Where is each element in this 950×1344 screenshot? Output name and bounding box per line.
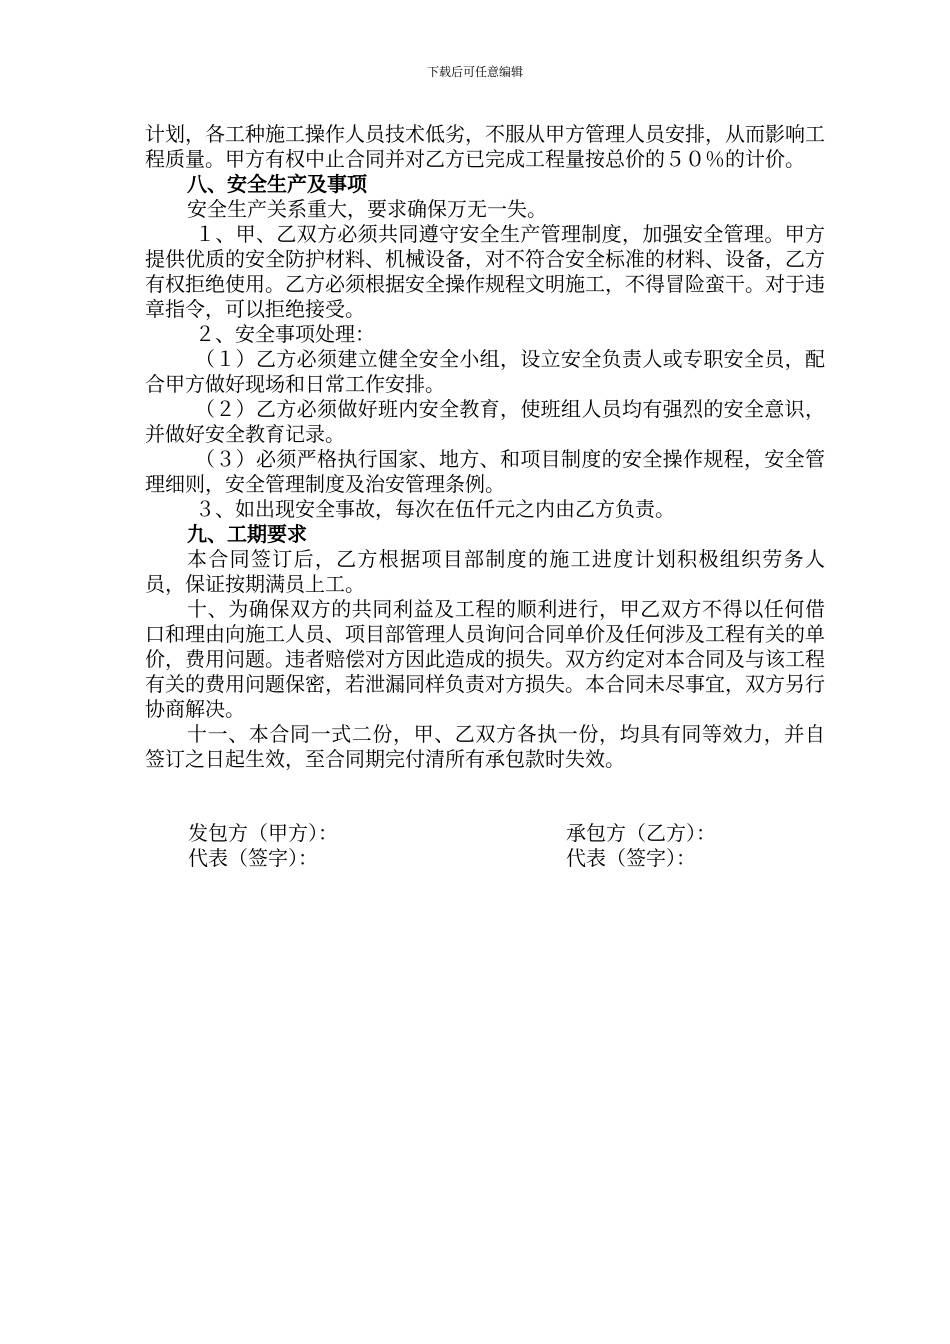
section-heading-safety: 八、安全生产及事项 [187, 172, 367, 196]
paragraph-safety-item-2: ２、安全事项处理： [195, 322, 375, 346]
paragraph-safety-item-1: １、甲、乙双方必须共同遵守安全生产管理制度，加强安全管理。甲方提供优质的安全防护材料、机械设备，对不符合安全标准的材料、设备，乙方有权拒绝使用。乙方必须根据安全操作规程文明施工，不得冒险蛮干。对于违章指令，可以拒绝接受。 [145, 222, 825, 321]
signature-block [188, 821, 748, 871]
signature-row-parties [188, 821, 748, 846]
page-header-note: 下载后可任意编辑 [426, 65, 523, 79]
rep-b-label: 代表（签字）： [566, 846, 696, 870]
paragraph-confidentiality: 十、为确保双方的共同利益及工程的顺利进行，甲乙双方不得以任何借口和理由向施工人员、项目部管理人员询问合同单价及任何涉及工程有关的单价，费用问题。违者赔偿对方因此造成的损失。双方约定对本合同及与该工程有关的费用问题保密，若泄漏同样负责对方损失。本合同未尽事宜，双方另行协商解决。 [145, 597, 825, 721]
contract-body [145, 122, 825, 772]
party-b-label: 承包方（乙方）： [566, 821, 716, 845]
signature-row-representatives [188, 846, 748, 871]
paragraph-copies: 十一、本合同一式二份，甲、乙双方各执一份，均具有同等效力，并自签订之日起生效，至合同期完付清所有承包款时失效。 [145, 722, 825, 771]
party-a-label: 发包方（甲方）： [188, 821, 338, 845]
paragraph-safety-sub-1: （１）乙方必须建立健全安全小组，设立安全负责人或专职安全员，配合甲方做好现场和日常工作安排。 [145, 347, 825, 396]
paragraph-safety-sub-3: （３）必须严格执行国家、地方、和项目制度的安全操作规程，安全管理细则，安全管理制度及治安管理条例。 [145, 447, 825, 496]
section-heading-schedule: 九、工期要求 [187, 522, 307, 546]
paragraph-schedule: 本合同签订后，乙方根据项目部制度的施工进度计划积极组织劳务人员，保证按期满员上工。 [145, 547, 825, 596]
paragraph-safety-item-3: ３、如出现安全事故，每次在伍仟元之内由乙方负责。 [195, 497, 675, 521]
paragraph-safety-intro: 安全生产关系重大，要求确保万无一失。 [187, 197, 547, 221]
rep-a-label: 代表（签字）： [188, 846, 318, 870]
paragraph-continuation: 计划，各工种施工操作人员技术低劣，不服从甲方管理人员安排，从而影响工程质量。甲方有权中止合同并对乙方已完成工程量按总价的５０％的计价。 [145, 122, 825, 171]
paragraph-safety-sub-2: （２）乙方必须做好班内安全教育，使班组人员均有强烈的安全意识，并做好安全教育记录。 [145, 397, 825, 446]
